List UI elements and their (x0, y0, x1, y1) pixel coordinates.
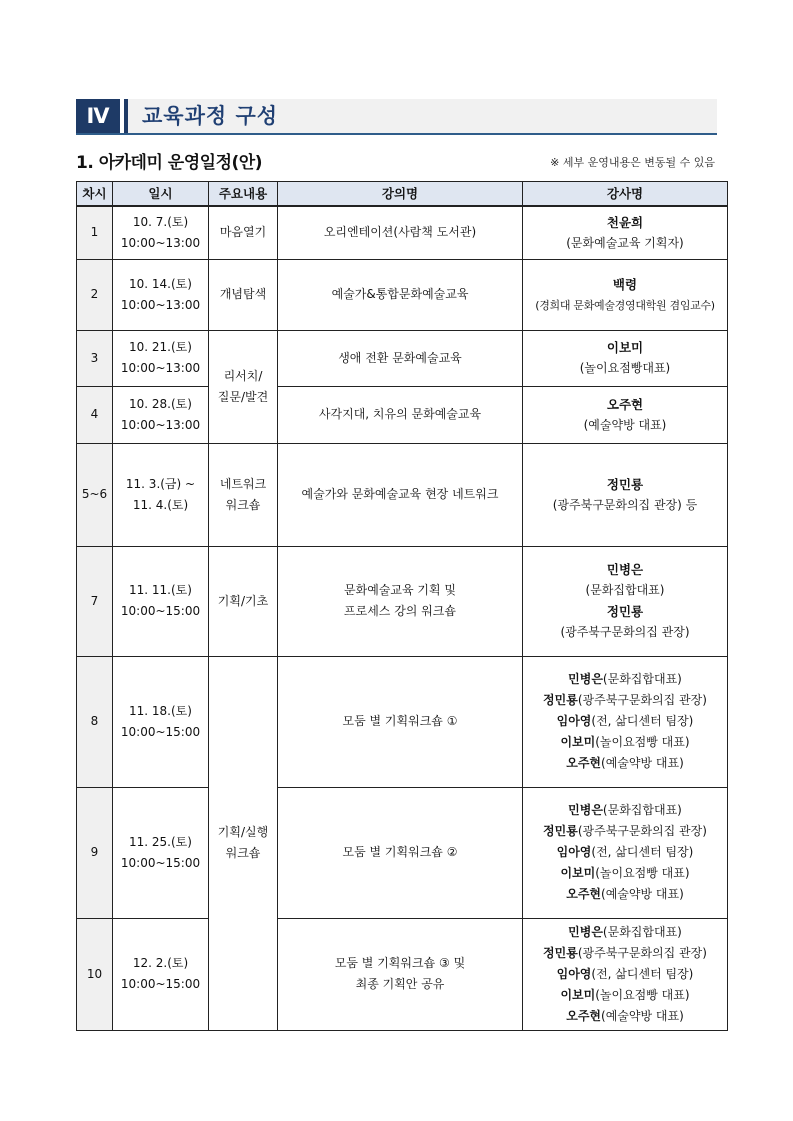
session-number: 8 (77, 656, 113, 787)
session-date (113, 259, 209, 330)
table-row (77, 386, 728, 443)
lecturer-affiliation: (예술약방 대표) (601, 756, 684, 770)
lecturer-name: 이보미 (560, 735, 596, 749)
lecturer-affiliation: (문화예술교육 기획자) (566, 235, 684, 250)
session-date (113, 443, 209, 546)
lecturer-line (525, 821, 725, 842)
lecturer-affiliation: (예술약방 대표) (601, 1008, 684, 1023)
lecturer-line (525, 711, 725, 732)
schedule-subtitle: 1. 아카데미 운영일정(안) (76, 153, 262, 173)
session-date (113, 656, 209, 787)
table-row (77, 546, 728, 656)
lecturer-name: 정민룡 (606, 604, 644, 619)
lecturer-name: 천윤희 (606, 214, 644, 230)
date-line: 10. 21.(토) (129, 340, 192, 354)
lecturer-line (525, 732, 725, 753)
time-line: 10:00~15:00 (120, 604, 201, 618)
table-row (77, 443, 728, 546)
time-line: 10:00~13:00 (120, 297, 201, 312)
lecturer-name: 민병은 (568, 672, 603, 686)
time-line: 10:00~13:00 (120, 361, 201, 375)
lecturer-name: 민병은 (606, 562, 644, 577)
lecturer-affiliation: (광주북구문화의집 관장) 등 (552, 497, 698, 512)
lecturer (523, 443, 728, 546)
time-line: 10:00~13:00 (120, 235, 201, 250)
date-line: 11. 11.(토) (129, 583, 192, 597)
lecturer-line (525, 1006, 725, 1027)
date-line: 11. 25.(토) (129, 834, 192, 849)
lecturer-name: 민병은 (568, 803, 603, 817)
lecture-line: 문화예술교육 기획 및 (344, 583, 456, 597)
lecturer-name: 정민룡 (543, 945, 578, 960)
lecture-title: 예술가와 문화예술교육 현장 네트워크 (278, 443, 523, 546)
time-line: 10:00~13:00 (120, 417, 201, 432)
time-line: 10:00~15:00 (120, 855, 201, 870)
lecturer-name: 이보미 (560, 987, 596, 1002)
schedule-table (76, 181, 728, 1031)
lecturer-name: 정민룡 (543, 824, 578, 838)
date-line: 10. 7.(토) (132, 214, 189, 229)
table-header-row (77, 182, 728, 207)
session-topic: 개념탐색 (209, 259, 278, 330)
session-number: 5~6 (77, 443, 113, 546)
lecture-title (278, 918, 523, 1030)
date-line: 12. 2.(토) (132, 956, 189, 970)
lecturer-affiliation: (문화집합대표) (602, 924, 682, 939)
lecturer-affiliation: (문화집합대표) (585, 583, 665, 597)
lecturer-line (525, 964, 725, 985)
table-row (77, 259, 728, 330)
session-number: 7 (77, 546, 113, 656)
topic-line: 기획/실행 (217, 825, 269, 839)
topic-line: 리서치/ (223, 368, 263, 383)
session-number: 10 (77, 918, 113, 1030)
session-topic: 기획/기초 (209, 546, 278, 656)
date-line: 11. 4.(토) (132, 497, 189, 512)
lecturer-affiliation: (놀이요점빵 대표) (595, 866, 690, 880)
lecturer-line (525, 863, 725, 884)
lecturer-affiliation: (경희대 문화예술경영대학원 겸임교수) (535, 298, 715, 312)
lecturer-line (525, 922, 725, 943)
lecturer (523, 386, 728, 443)
lecturer-affiliation: (전, 삶디센터 팀장) (591, 845, 694, 859)
session-number: 2 (77, 259, 113, 330)
lecturer-line (525, 943, 725, 964)
lecturer-affiliation: (광주북구문화의집 관장) (577, 945, 707, 960)
header-session: 차시 (77, 182, 113, 207)
lecturer-affiliation: (예술약방 대표) (601, 887, 684, 901)
date-line: 10. 28.(토) (129, 396, 192, 411)
session-topic (209, 330, 278, 443)
lecturer-affiliation: (광주북구문화의집 관장) (577, 693, 707, 707)
header-lecturer: 강사명 (523, 182, 728, 207)
topic-line: 질문/발견 (217, 389, 269, 404)
session-date (113, 386, 209, 443)
lecturer (523, 330, 728, 386)
lecturer (523, 206, 728, 259)
lecturer-affiliation: (놀이요점빵 대표) (595, 735, 690, 749)
lecturer-name: 오주현 (606, 396, 644, 412)
lecturer-list (523, 656, 728, 787)
lecturer-line (525, 669, 725, 690)
lecturer-affiliation: (예술약방 대표) (583, 417, 667, 432)
lecture-line: 최종 기획안 공유 (355, 977, 445, 991)
lecture-title: 예술가&통합문화예술교육 (278, 259, 523, 330)
lecturer-line (525, 753, 725, 774)
time-line: 10:00~15:00 (120, 977, 201, 991)
date-line: 10. 14.(토) (129, 276, 192, 291)
lecturer-name: 오주현 (566, 756, 602, 770)
lecturer-name: 임아영 (556, 966, 592, 981)
lecturer (523, 259, 728, 330)
session-topic: 마음열기 (209, 206, 278, 259)
header-lecture: 강의명 (278, 182, 523, 207)
lecture-title: 생애 전환 문화예술교육 (278, 330, 523, 386)
section-title: 교육과정 구성 (142, 104, 279, 128)
session-date (113, 787, 209, 918)
table-row (77, 206, 728, 259)
session-date (113, 546, 209, 656)
lecturer-affiliation: (광주북구문화의집 관장) (560, 625, 690, 639)
topic-line: 워크숍 (225, 846, 261, 860)
lecture-title: 모둠 별 기획워크숍 ① (278, 656, 523, 787)
table-row (77, 787, 728, 918)
session-date (113, 918, 209, 1030)
lecturer-line (525, 690, 725, 711)
lecturer-name: 임아영 (556, 714, 592, 728)
lecturer-line (525, 842, 725, 863)
lecturer-name: 이보미 (606, 340, 644, 355)
lecturer-name: 정민룡 (606, 476, 644, 492)
section-number-badge: Ⅳ (76, 99, 124, 133)
lecturer-line (525, 884, 725, 905)
lecturer-line (525, 985, 725, 1006)
lecturer-affiliation: (문화집합대표) (602, 672, 682, 686)
lecturer-affiliation: (광주북구문화의집 관장) (577, 824, 707, 838)
lecturer-affiliation: (놀이요점빵 대표) (595, 987, 690, 1002)
lecture-title: 사각지대, 치유의 문화예술교육 (278, 386, 523, 443)
lecturer-affiliation: (전, 삶디센터 팀장) (591, 714, 694, 728)
lecturer-list (523, 787, 728, 918)
session-number: 1 (77, 206, 113, 259)
schedule-note: ※ 세부 운영내용은 변동될 수 있음 (550, 156, 715, 169)
table-row (77, 656, 728, 787)
session-date (113, 330, 209, 386)
header-date: 일시 (113, 182, 209, 207)
session-topic (209, 443, 278, 546)
lecture-line: 프로세스 강의 워크숍 (344, 604, 456, 618)
lecturer-name: 민병은 (568, 924, 603, 939)
lecturer-name: 백령 (612, 276, 638, 292)
lecturer (523, 546, 728, 656)
lecture-title (278, 546, 523, 656)
session-topic (209, 656, 278, 1030)
header-topic: 주요내용 (209, 182, 278, 207)
lecturer-name: 이보미 (560, 866, 596, 880)
session-number: 4 (77, 386, 113, 443)
table-row (77, 918, 728, 1030)
lecturer-list (523, 918, 728, 1030)
session-number: 9 (77, 787, 113, 918)
date-line: 11. 18.(토) (129, 703, 192, 718)
lecturer-affiliation: (문화집합대표) (602, 803, 682, 817)
lecturer-affiliation: (놀이요점빵대표) (579, 361, 671, 375)
session-number: 3 (77, 330, 113, 386)
topic-line: 네트워크 (219, 476, 267, 491)
time-line: 10:00~15:00 (120, 724, 201, 739)
topic-line: 워크숍 (225, 497, 261, 512)
lecturer-name: 정민룡 (543, 693, 578, 707)
lecture-title: 오리엔테이션(사람책 도서관) (278, 206, 523, 259)
table-row (77, 330, 728, 386)
date-line: 11. 3.(금) ~ (125, 476, 196, 491)
lecturer-line (525, 800, 725, 821)
lecture-title: 모둠 별 기획워크숍 ② (278, 787, 523, 918)
lecturer-name: 오주현 (566, 1008, 602, 1023)
lecture-line: 모둠 별 기획워크숍 ③ 및 (334, 956, 466, 970)
lecturer-name: 오주현 (566, 887, 602, 901)
lecturer-affiliation: (전, 삶디센터 팀장) (591, 966, 694, 981)
section-header (76, 99, 717, 135)
session-date (113, 206, 209, 259)
lecturer-name: 임아영 (556, 845, 592, 859)
